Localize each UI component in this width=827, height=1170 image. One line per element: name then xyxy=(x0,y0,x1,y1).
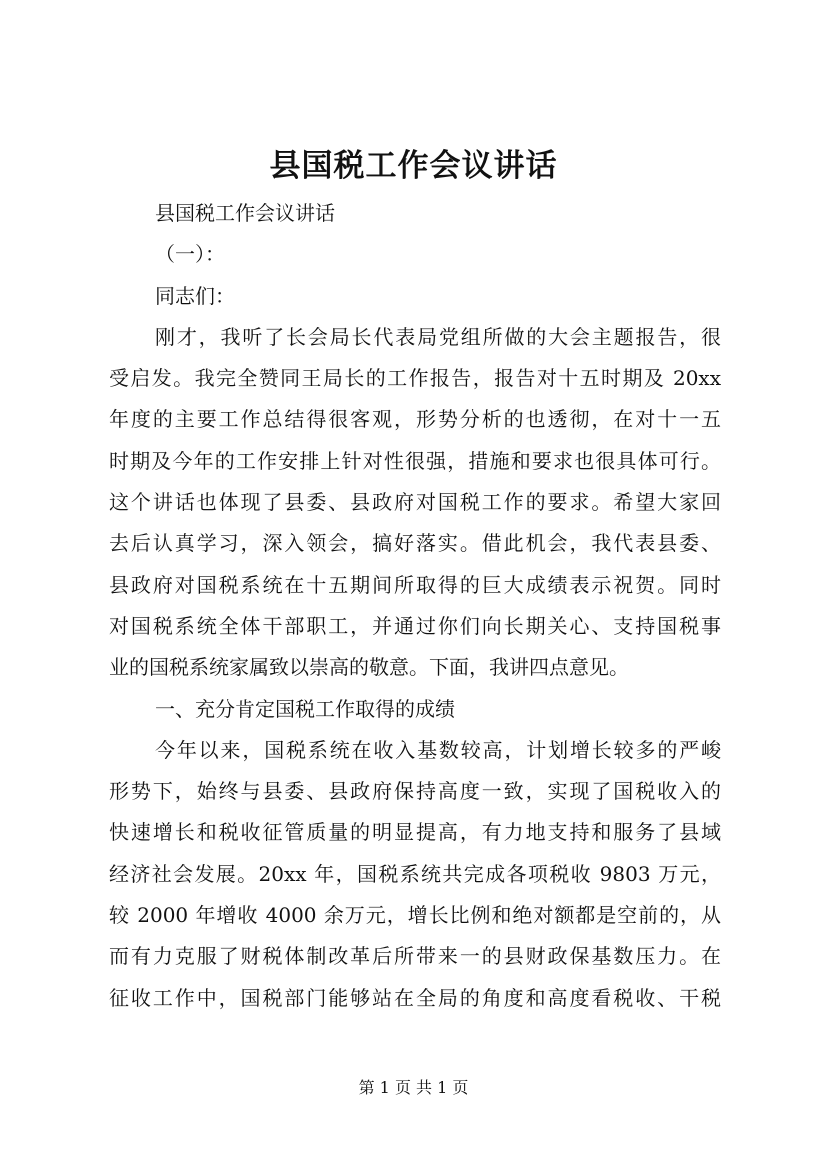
paragraph-line: 刚才，我听了长会局长代表局党组所做的大会主题报告，很 xyxy=(155,324,721,349)
paragraph-line: 县政府对国税系统在十五期间所取得的巨大成绩表示祝贺。同时 xyxy=(109,572,721,597)
document-body xyxy=(109,193,721,1019)
paragraph-line: 这个讲话也体现了县委、县政府对国税工作的要求。希望大家回 xyxy=(109,490,721,515)
document-title: 县国税工作会议讲话 xyxy=(269,148,558,184)
paragraph-line: 征收工作中，国税部门能够站在全局的角度和高度看税收、干税 xyxy=(109,985,721,1010)
paragraph-line: 时期及今年的工作安排上针对性很强，措施和要求也很具体可行。 xyxy=(109,448,721,473)
paragraph-line: 同志们： xyxy=(155,283,235,308)
paragraph-line: 年度的主要工作总结得很客观，形势分析的也透彻，在对十一五 xyxy=(109,407,721,432)
paragraph-line: （一）： xyxy=(155,242,225,267)
paragraph-line: 业的国税系统家属致以崇高的敬意。下面，我讲四点意见。 xyxy=(109,655,629,680)
paragraph-line: 经济社会发展。20xx 年，国税系统共完成各项税收 9803 万元， xyxy=(109,861,721,886)
paragraph-line: 受启发。我完全赞同王局长的工作报告，报告对十五时期及 20xx xyxy=(109,366,721,391)
paragraph-line: 形势下，始终与县委、县政府保持高度一致，实现了国税收入的 xyxy=(109,779,721,804)
page-number-footer: 第 1 页 共 1 页 xyxy=(358,1078,469,1097)
paragraph-line: 较 2000 年增收 4000 余万元，增长比例和绝对额都是空前的，从 xyxy=(109,903,721,928)
paragraph-line: 去后认真学习，深入领会，搞好落实。借此机会，我代表县委、 xyxy=(109,531,721,556)
paragraph-line: 对国税系统全体干部职工，并通过你们向长期关心、支持国税事 xyxy=(109,613,721,638)
paragraph-line: 今年以来，国税系统在收入基数较高，计划增长较多的严峻 xyxy=(155,737,721,762)
section-heading: 一、充分肯定国税工作取得的成绩 xyxy=(155,696,455,721)
paragraph-line: 而有力克服了财税体制改革后所带来一的县财政保基数压力。在 xyxy=(109,944,721,969)
paragraph-line: 快速增长和税收征管质量的明显提高，有力地支持和服务了县域 xyxy=(109,820,721,845)
paragraph-line: 县国税工作会议讲话 xyxy=(155,201,335,225)
